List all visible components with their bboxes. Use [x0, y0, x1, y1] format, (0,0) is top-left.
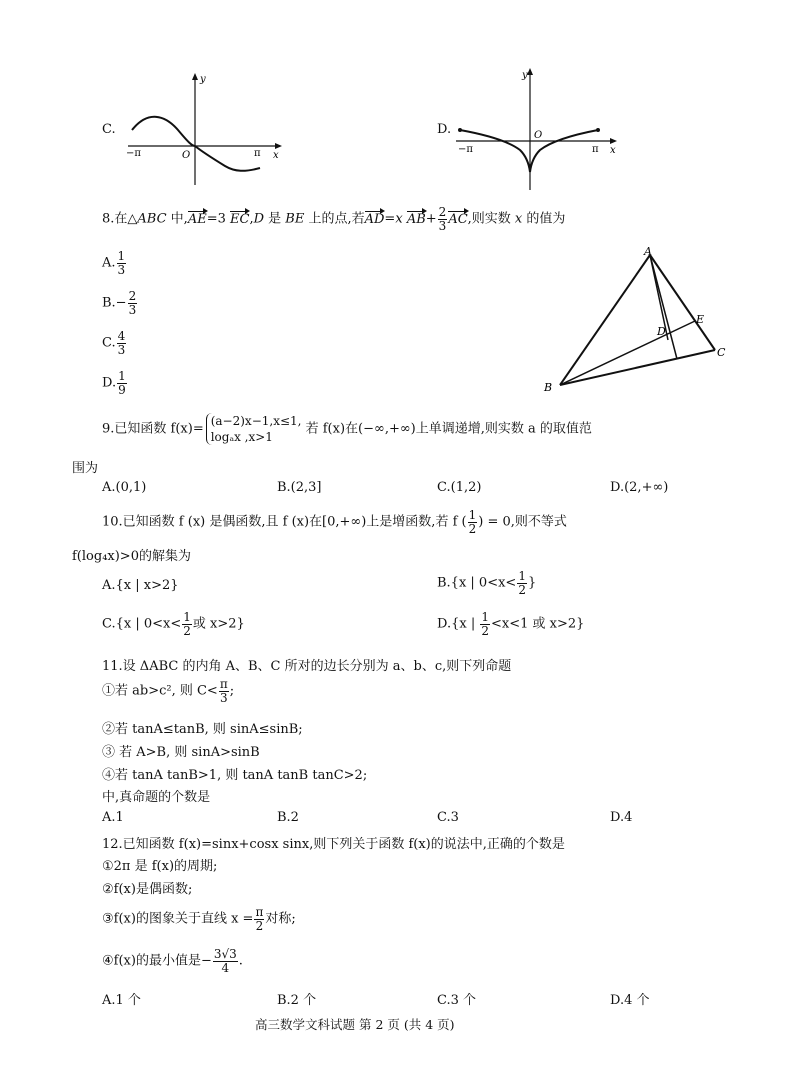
graph-c-label: C.: [102, 122, 116, 137]
q12-option-c[interactable]: C.3 个: [437, 993, 477, 1008]
q12-statement-1: ①2π 是 f(x)的周期;: [102, 859, 218, 874]
graph-d: [452, 64, 627, 194]
vector-ac: AC: [448, 211, 468, 227]
fig-label-d: D: [657, 325, 666, 338]
q9-stem-line2: 围为: [72, 461, 99, 476]
q8-fraction: $\frac{2}{3}$: [438, 205, 447, 233]
graph-c-neg-pi: −π: [126, 148, 141, 159]
graph-c-pi: π: [254, 148, 261, 159]
fig-label-b: B: [544, 381, 553, 394]
fig-label-a: A: [644, 245, 652, 258]
q11-option-c[interactable]: C.3: [437, 810, 459, 825]
q11-proposition-3: ③ 若 A>B, 则 sinA>sinB: [102, 745, 260, 760]
graph-c: [120, 70, 290, 190]
q11-stem: 11.设 ΔABC 的内角 A、B、C 所对的边长分别为 a、b、c,则下列命题: [102, 659, 512, 674]
q11-proposition-4: ④若 tanA tanB>1, 则 tanA tanB tanC>2;: [102, 768, 368, 783]
q8-option-d[interactable]: D. $\frac{1}{9}$: [102, 369, 126, 397]
graph-d-y: y: [522, 70, 528, 81]
q9-piecewise: (a−2)x−1,x≤1, logₐx ,x>1: [206, 413, 302, 445]
q12-option-b[interactable]: B.2 个: [277, 993, 317, 1008]
q10-stem: 10.已知函数 f (x) 是偶函数,且 f (x)在[0,+∞)上是增函数,若 f ( $\frac{1}{2}$ ) = 0,则不等式: [102, 508, 567, 536]
vector-ad: AD: [364, 211, 385, 227]
vector-ab: AB: [406, 211, 426, 227]
q11-option-b[interactable]: B.2: [277, 810, 299, 825]
graph-d-x: x: [610, 145, 616, 156]
q11-proposition-2: ②若 tanA≤tanB, 则 sinA≤sinB;: [102, 722, 303, 737]
q10-option-b[interactable]: B.{x | 0<x< $\frac{1}{2}$ }: [437, 569, 537, 597]
q11-question-line: 中,真命题的个数是: [102, 790, 211, 805]
q12-stem: 12.已知函数 f(x)=sinx+cosx sinx,则下列关于函数 f(x)的说法中,正确的个数是: [102, 837, 565, 852]
graph-d-neg-pi: −π: [458, 144, 473, 155]
q12-statement-3: ③f(x)的图象关于直线 x = $\frac{\pi}{2}$ 对称;: [102, 905, 296, 933]
q9-option-d[interactable]: D.(2,+∞): [610, 480, 669, 495]
q9-option-a[interactable]: A.(0,1): [102, 480, 147, 495]
q12-option-a[interactable]: A.1 个: [102, 993, 141, 1008]
q9-option-c[interactable]: C.(1,2): [437, 480, 482, 495]
graph-d-pi: π: [592, 144, 599, 155]
graph-c-x: x: [273, 150, 279, 161]
q8-triangle-figure: [540, 245, 740, 395]
q8-option-b[interactable]: B.− $\frac{2}{3}$: [102, 289, 137, 317]
q8-stem: 8.在△ABC 中,AE=3 EC,D 是 BE 上的点,若AD=x AB+ $\frac{2}{3}$ AC,则实数 x 的值为: [102, 205, 566, 233]
q12-option-d[interactable]: D.4 个: [610, 993, 650, 1008]
q9-stem: 9.已知函数 f(x)= (a−2)x−1,x≤1, logₐx ,x>1 若 f(x)在(−∞,+∞)上单调递增,则实数 a 的取值范: [102, 414, 592, 445]
q10-option-a[interactable]: A.{x | x>2}: [102, 578, 179, 593]
vector-ec: EC: [230, 211, 250, 227]
graph-c-y: y: [200, 74, 206, 85]
q11-option-a[interactable]: A.1: [102, 810, 124, 825]
fig-label-e: E: [696, 313, 705, 326]
q9-option-b[interactable]: B.(2,3]: [277, 480, 322, 495]
graph-c-origin: O: [182, 150, 191, 161]
fig-label-c: C: [717, 346, 726, 359]
q8-option-c[interactable]: C. $\frac{4}{3}$: [102, 329, 126, 357]
q10-option-c[interactable]: C.{x | 0<x< $\frac{1}{2}$ 或 x>2}: [102, 610, 245, 638]
q12-statement-4: ④f(x)的最小值是− $\frac{3√3}{4}$ .: [102, 947, 243, 975]
graph-d-origin: O: [534, 130, 543, 141]
graph-d-label: D.: [437, 122, 452, 137]
page-footer: 高三数学文科试题 第 2 页 (共 4 页): [255, 1017, 455, 1032]
q11-option-d[interactable]: D.4: [610, 810, 633, 825]
vector-ae: AE: [187, 211, 207, 227]
q12-statement-2: ②f(x)是偶函数;: [102, 882, 193, 897]
q10-option-d[interactable]: D.{x | $\frac{1}{2}$ <x<1 或 x>2}: [437, 610, 585, 638]
q8-option-a[interactable]: A. $\frac{1}{3}$: [102, 249, 126, 277]
q10-stem-line2: f(log₄x)>0的解集为: [72, 549, 191, 564]
q11-proposition-1: ①若 ab>c², 则 C< $\frac{\pi}{3}$ ;: [102, 677, 235, 705]
